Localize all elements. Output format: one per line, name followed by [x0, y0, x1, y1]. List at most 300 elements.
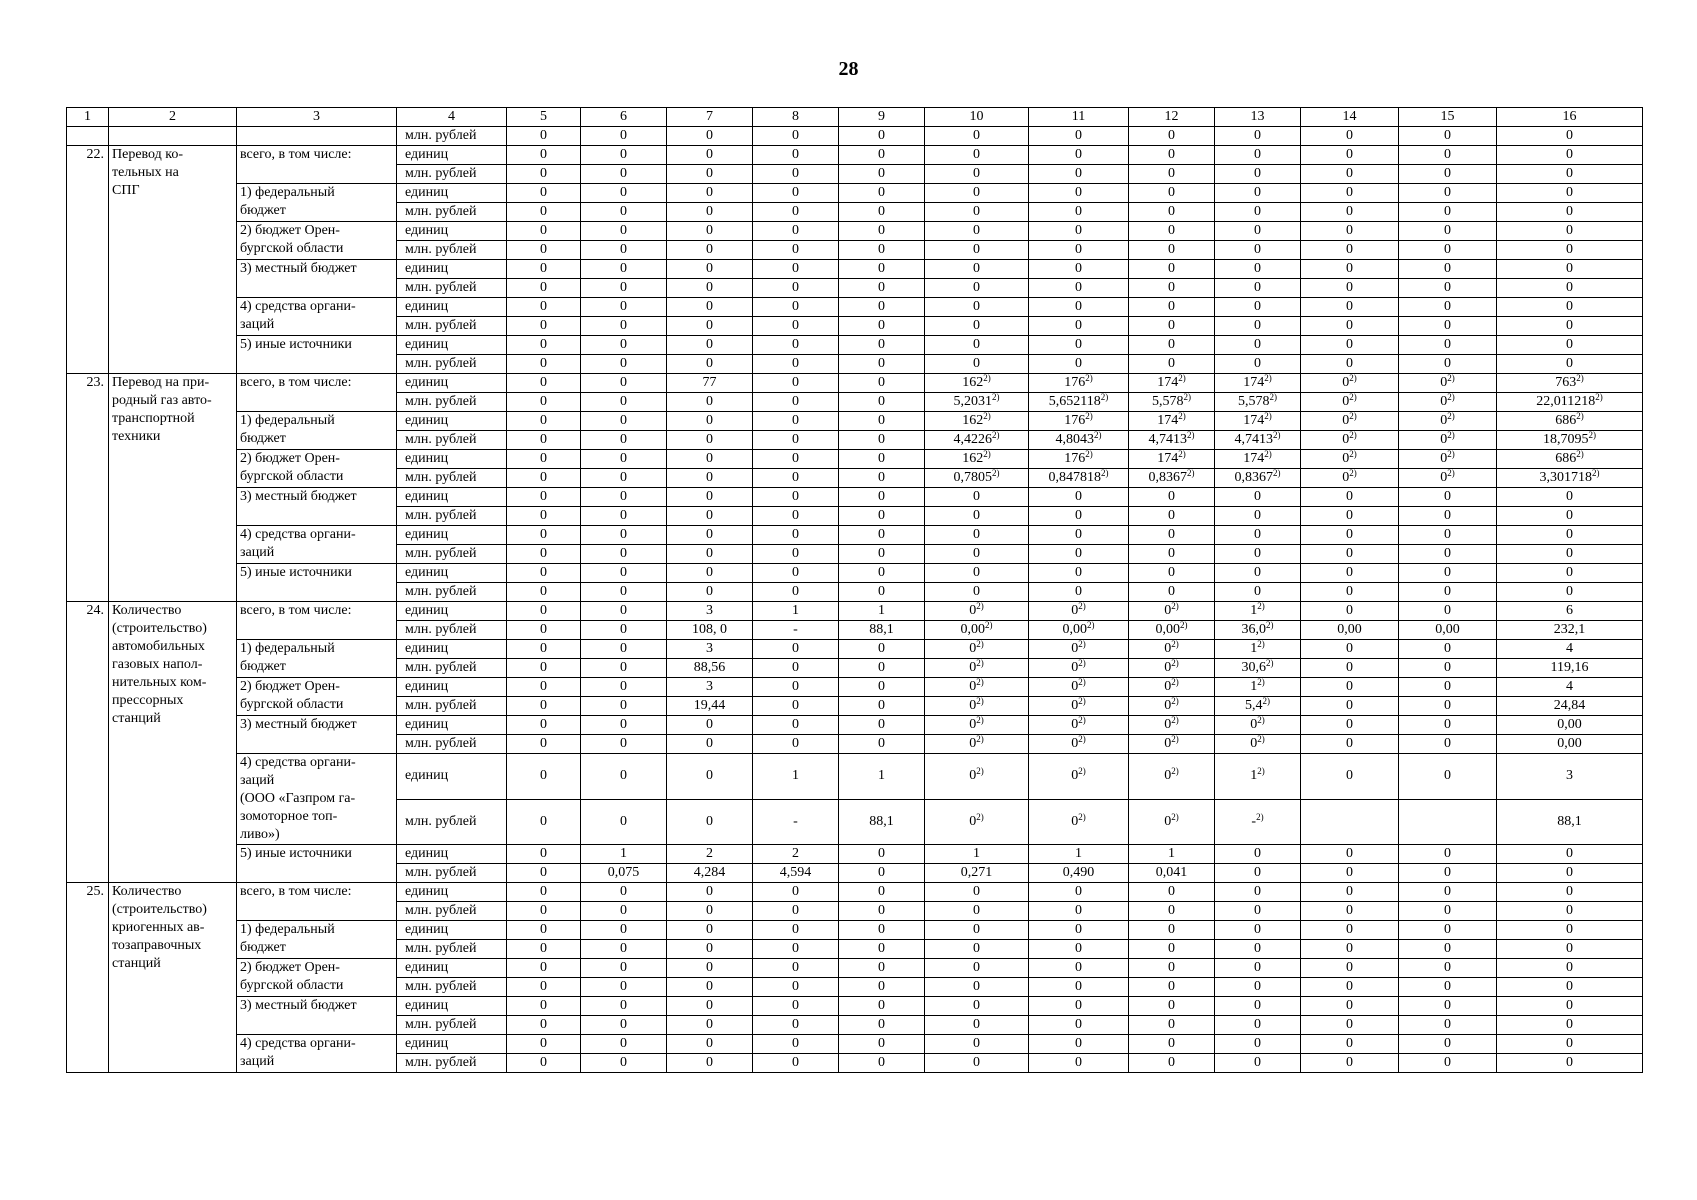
value-cell: 0	[1215, 997, 1301, 1016]
value-cell: 2	[753, 845, 839, 864]
value-cell: 0	[1399, 1054, 1497, 1073]
value-cell: 0	[581, 902, 667, 921]
value-cell: 0	[667, 279, 753, 298]
value-cell: 0	[1215, 526, 1301, 545]
value-cell: 4,7413$^{2)}$	[1215, 431, 1301, 450]
value-cell: 0	[507, 374, 581, 393]
table-row	[67, 336, 1643, 355]
value-cell: 0$^{2)}$	[1301, 469, 1399, 488]
value-cell: 0	[667, 1016, 753, 1035]
value-cell: 0	[667, 545, 753, 564]
value-cell: 0	[507, 697, 581, 716]
value-cell: 0	[507, 659, 581, 678]
value-cell: 0	[667, 902, 753, 921]
value-cell: 0,00$^{2)}$	[925, 621, 1029, 640]
value-cell: 0	[1399, 165, 1497, 184]
value-cell: 0	[507, 583, 581, 602]
value-cell: 0	[1497, 507, 1643, 526]
value-cell: 2	[667, 845, 753, 864]
value-cell: 0	[1129, 1054, 1215, 1073]
value-cell: 0	[753, 735, 839, 754]
table-row	[67, 526, 1643, 545]
value-cell: 0	[1215, 146, 1301, 165]
funding-source-label: 3) местный бюджет	[237, 716, 397, 754]
value-cell: 0	[1029, 507, 1129, 526]
value-cell: 0	[1301, 583, 1399, 602]
value-cell: 0	[1129, 146, 1215, 165]
value-cell: 0	[1215, 564, 1301, 583]
value-cell: 0	[667, 241, 753, 260]
value-cell: 0	[1301, 488, 1399, 507]
value-cell: 0	[581, 940, 667, 959]
unit-cell: единиц	[397, 959, 507, 978]
value-cell: 0	[667, 355, 753, 374]
value-cell: 0	[667, 583, 753, 602]
value-cell: 0	[839, 241, 925, 260]
value-cell: 0	[1301, 1035, 1399, 1054]
value-cell: 0	[1497, 583, 1643, 602]
value-cell: 0	[581, 317, 667, 336]
value-cell: 0	[839, 260, 925, 279]
value-cell: 0	[581, 260, 667, 279]
value-cell: 0	[1399, 241, 1497, 260]
value-cell: 0	[753, 940, 839, 959]
value-cell: 0	[667, 488, 753, 507]
value-cell: 0	[1497, 260, 1643, 279]
value-cell: 0	[839, 735, 925, 754]
value-cell: 0	[581, 374, 667, 393]
value-cell: 0	[925, 165, 1029, 184]
value-cell: 0	[839, 431, 925, 450]
value-cell: 0	[753, 545, 839, 564]
header-row	[67, 108, 1643, 127]
value-cell: 0	[581, 697, 667, 716]
value-cell: 0$^{2)}$	[1029, 799, 1129, 845]
value-cell: 0	[667, 431, 753, 450]
header-cell: 2	[109, 108, 237, 127]
value-cell: 0	[1497, 127, 1643, 146]
value-cell: 4,8043$^{2)}$	[1029, 431, 1129, 450]
empty-cell	[109, 127, 237, 146]
value-cell: 0	[1399, 184, 1497, 203]
value-cell: 0	[1215, 355, 1301, 374]
value-cell: 19,44	[667, 697, 753, 716]
value-cell: 1$^{2)}$	[1215, 754, 1301, 800]
value-cell: 0	[1029, 564, 1129, 583]
value-cell: 0$^{2)}$	[1129, 716, 1215, 735]
value-cell: 3	[667, 602, 753, 621]
value-cell: 0	[839, 336, 925, 355]
value-cell: 0	[667, 940, 753, 959]
value-cell: 0	[581, 640, 667, 659]
value-cell: 0	[839, 127, 925, 146]
value-cell: 88,1	[839, 799, 925, 845]
value-cell: 0$^{2)}$	[1129, 602, 1215, 621]
value-cell: 0$^{2)}$	[1129, 678, 1215, 697]
value-cell: 0	[1129, 564, 1215, 583]
unit-cell: млн. рублей	[397, 165, 507, 184]
value-cell: 0	[925, 583, 1029, 602]
value-cell: 0	[1497, 203, 1643, 222]
table-row	[67, 845, 1643, 864]
unit-cell: единиц	[397, 716, 507, 735]
value-cell: 0$^{2)}$	[925, 678, 1029, 697]
empty-cell	[67, 127, 109, 146]
value-cell: 0	[1215, 184, 1301, 203]
value-cell: 0	[1497, 279, 1643, 298]
funding-source-label: всего, в том числе:	[237, 883, 397, 921]
value-cell: 0	[507, 621, 581, 640]
value-cell: 18,7095$^{2)}$	[1497, 431, 1643, 450]
value-cell: 0	[1129, 165, 1215, 184]
value-cell: 0	[1301, 336, 1399, 355]
unit-cell: единиц	[397, 564, 507, 583]
funding-source-label: 2) бюджет Орен- бургской области	[237, 678, 397, 716]
unit-cell: млн. рублей	[397, 1054, 507, 1073]
value-cell: 0	[1129, 902, 1215, 921]
value-cell: 0	[753, 127, 839, 146]
value-cell: 0	[925, 526, 1029, 545]
value-cell: 6	[1497, 602, 1643, 621]
value-cell: 0$^{2)}$	[1129, 735, 1215, 754]
value-cell: 0	[753, 203, 839, 222]
unit-cell: млн. рублей	[397, 203, 507, 222]
value-cell: 0	[507, 940, 581, 959]
value-cell: 0	[1399, 127, 1497, 146]
value-cell: 0	[753, 507, 839, 526]
value-cell: 0	[1301, 260, 1399, 279]
value-cell: 0	[1301, 640, 1399, 659]
value-cell: 0	[1029, 241, 1129, 260]
value-cell: 0	[839, 678, 925, 697]
value-cell: 0	[1129, 222, 1215, 241]
value-cell: 0	[667, 146, 753, 165]
value-cell: 0	[1301, 526, 1399, 545]
value-cell: 0	[925, 241, 1029, 260]
value-cell: 0	[667, 883, 753, 902]
section-number: 22.	[67, 146, 109, 374]
value-cell: 0	[839, 1016, 925, 1035]
value-cell: 0	[1215, 260, 1301, 279]
value-cell: 0$^{2)}$	[1029, 754, 1129, 800]
value-cell: 0	[839, 716, 925, 735]
value-cell: 0	[1301, 754, 1399, 800]
value-cell: 0	[507, 902, 581, 921]
value-cell: 174$^{2)}$	[1129, 450, 1215, 469]
value-cell: 0	[1497, 921, 1643, 940]
value-cell: 0	[581, 735, 667, 754]
value-cell: 686$^{2)}$	[1497, 412, 1643, 431]
value-cell: 0	[839, 640, 925, 659]
value-cell: 0	[753, 260, 839, 279]
value-cell: 0$^{2)}$	[1301, 412, 1399, 431]
value-cell: 0	[667, 921, 753, 940]
value-cell: 0	[667, 203, 753, 222]
unit-cell: единиц	[397, 526, 507, 545]
value-cell: 0,00$^{2)}$	[1029, 621, 1129, 640]
value-cell: 1	[581, 845, 667, 864]
value-cell: 0$^{2)}$	[1399, 450, 1497, 469]
value-cell: 0	[1129, 997, 1215, 1016]
value-cell: 0	[1129, 336, 1215, 355]
value-cell: 1	[753, 754, 839, 800]
value-cell: 0	[753, 317, 839, 336]
value-cell: 0	[1029, 883, 1129, 902]
value-cell: 0	[1129, 127, 1215, 146]
value-cell: 0	[1301, 222, 1399, 241]
value-cell: 0	[753, 883, 839, 902]
value-cell: 88,56	[667, 659, 753, 678]
value-cell: 0	[1399, 754, 1497, 800]
value-cell: 0	[507, 298, 581, 317]
value-cell: 0	[581, 959, 667, 978]
value-cell: 0	[839, 355, 925, 374]
table-row	[67, 959, 1643, 978]
value-cell: 0	[581, 127, 667, 146]
value-cell: 0$^{2)}$	[925, 735, 1029, 754]
value-cell: 0$^{2)}$	[925, 754, 1029, 800]
value-cell: 0	[1129, 507, 1215, 526]
value-cell: 0	[839, 997, 925, 1016]
value-cell: 0	[1301, 921, 1399, 940]
value-cell: 0	[839, 184, 925, 203]
value-cell: 0	[1129, 298, 1215, 317]
funding-source-label: 1) федеральный бюджет	[237, 921, 397, 959]
value-cell: 0	[507, 997, 581, 1016]
funding-source-label: 5) иные источники	[237, 564, 397, 602]
value-cell: 0	[1029, 184, 1129, 203]
value-cell: 0	[581, 1035, 667, 1054]
value-cell: 0	[507, 146, 581, 165]
value-cell: 0	[1215, 336, 1301, 355]
value-cell: 176$^{2)}$	[1029, 374, 1129, 393]
value-cell: 0	[1497, 564, 1643, 583]
table-row	[67, 997, 1643, 1016]
value-cell: 0	[581, 799, 667, 845]
value-cell: 0	[1497, 222, 1643, 241]
value-cell: 0	[1129, 940, 1215, 959]
value-cell: 0	[1029, 355, 1129, 374]
unit-cell: млн. рублей	[397, 127, 507, 146]
value-cell: 0	[581, 883, 667, 902]
value-cell: 0	[839, 978, 925, 997]
value-cell: 0	[1029, 127, 1129, 146]
value-cell: 0	[507, 1035, 581, 1054]
value-cell: 0	[1129, 921, 1215, 940]
header-cell: 1	[67, 108, 109, 127]
value-cell: 0	[1301, 902, 1399, 921]
section-name: Перевод на при- родный газ авто- транспортной техники	[109, 374, 237, 602]
unit-cell: млн. рублей	[397, 940, 507, 959]
value-cell: 0$^{2)}$	[925, 602, 1029, 621]
value-cell: 0	[667, 298, 753, 317]
value-cell: 0	[581, 184, 667, 203]
value-cell: 0	[1029, 488, 1129, 507]
value-cell: 0,041	[1129, 864, 1215, 883]
value-cell: 3	[667, 640, 753, 659]
value-cell: 0	[1497, 1016, 1643, 1035]
value-cell: 0	[581, 165, 667, 184]
value-cell: 0	[581, 526, 667, 545]
value-cell: 0	[507, 165, 581, 184]
value-cell: 0	[1399, 526, 1497, 545]
value-cell: 0	[1215, 545, 1301, 564]
value-cell: 0	[839, 697, 925, 716]
value-cell: 0	[1399, 735, 1497, 754]
value-cell: 0	[839, 959, 925, 978]
value-cell: 0	[1399, 845, 1497, 864]
value-cell: 0	[1399, 940, 1497, 959]
value-cell: 0	[667, 450, 753, 469]
value-cell: 0	[1399, 336, 1497, 355]
value-cell: 0	[581, 997, 667, 1016]
funding-source-label: 5) иные источники	[237, 845, 397, 883]
value-cell: 162$^{2)}$	[925, 450, 1029, 469]
value-cell: 0	[1029, 997, 1129, 1016]
header-cell: 5	[507, 108, 581, 127]
value-cell: -	[753, 621, 839, 640]
header-cell: 15	[1399, 108, 1497, 127]
value-cell: 0	[1399, 317, 1497, 336]
value-cell: 0	[1301, 317, 1399, 336]
value-cell: 0	[667, 978, 753, 997]
value-cell: 0	[507, 317, 581, 336]
table-row	[67, 260, 1643, 279]
value-cell: 0	[1215, 940, 1301, 959]
value-cell: 0	[581, 602, 667, 621]
value-cell: 0	[507, 412, 581, 431]
unit-cell: единиц	[397, 1035, 507, 1054]
value-cell: 0	[1029, 279, 1129, 298]
value-cell: 0	[1215, 1054, 1301, 1073]
value-cell: 0	[753, 431, 839, 450]
value-cell: 0	[1497, 959, 1643, 978]
value-cell: 0	[507, 488, 581, 507]
value-cell: 0$^{2)}$	[1029, 678, 1129, 697]
value-cell: 0$^{2)}$	[925, 799, 1029, 845]
value-cell: 0	[667, 997, 753, 1016]
value-cell: 0	[507, 469, 581, 488]
unit-cell: единиц	[397, 450, 507, 469]
value-cell: 0	[1301, 184, 1399, 203]
value-cell: 0	[581, 678, 667, 697]
value-cell: 0	[667, 222, 753, 241]
value-cell: 0	[1029, 526, 1129, 545]
value-cell: 0	[839, 1035, 925, 1054]
value-cell: 0	[581, 203, 667, 222]
value-cell: 0	[1029, 1016, 1129, 1035]
value-cell: 0	[1029, 959, 1129, 978]
value-cell: 0	[581, 298, 667, 317]
value-cell: 0	[839, 317, 925, 336]
value-cell: 0	[839, 921, 925, 940]
value-cell: 0	[1399, 602, 1497, 621]
value-cell: 0	[839, 659, 925, 678]
value-cell: 0	[581, 222, 667, 241]
value-cell: 0	[925, 978, 1029, 997]
value-cell: 0	[753, 526, 839, 545]
value-cell: 0	[581, 412, 667, 431]
value-cell: 0	[753, 355, 839, 374]
value-cell: 0	[1129, 583, 1215, 602]
value-cell: 174$^{2)}$	[1215, 412, 1301, 431]
value-cell: 174$^{2)}$	[1129, 412, 1215, 431]
value-cell: 0	[1497, 526, 1643, 545]
unit-cell: млн. рублей	[397, 864, 507, 883]
value-cell: 0	[839, 507, 925, 526]
value-cell: 0	[1215, 298, 1301, 317]
unit-cell: млн. рублей	[397, 241, 507, 260]
unit-cell: единиц	[397, 921, 507, 940]
value-cell: 0	[1301, 864, 1399, 883]
value-cell: 0	[839, 469, 925, 488]
unit-cell: млн. рублей	[397, 469, 507, 488]
value-cell: 0	[581, 1016, 667, 1035]
value-cell: 0	[507, 393, 581, 412]
value-cell: 0	[753, 902, 839, 921]
value-cell: 0	[507, 564, 581, 583]
value-cell: 0	[1301, 697, 1399, 716]
value-cell: 0	[839, 488, 925, 507]
table-row	[67, 564, 1643, 583]
value-cell: 0	[753, 279, 839, 298]
value-cell: 0	[1129, 260, 1215, 279]
unit-cell: единиц	[397, 336, 507, 355]
value-cell: 0	[1215, 959, 1301, 978]
value-cell: 0	[1301, 1054, 1399, 1073]
value-cell: 0	[925, 1016, 1029, 1035]
value-cell: 0$^{2)}$	[1301, 374, 1399, 393]
funding-source-label: 4) средства органи- заций	[237, 526, 397, 564]
value-cell: 0	[1301, 545, 1399, 564]
value-cell: 0	[667, 735, 753, 754]
value-cell: 4,4226$^{2)}$	[925, 431, 1029, 450]
header-cell: 13	[1215, 108, 1301, 127]
value-cell: 88,1	[1497, 799, 1643, 845]
header-cell: 16	[1497, 108, 1643, 127]
value-cell: 0	[1497, 298, 1643, 317]
value-cell: 0	[1301, 279, 1399, 298]
unit-cell: единиц	[397, 602, 507, 621]
value-cell: 0	[1399, 659, 1497, 678]
value-cell: 0	[507, 184, 581, 203]
section-name: Количество (строительство) криогенных ав- тозаправочных станций	[109, 883, 237, 1073]
value-cell: 0	[925, 336, 1029, 355]
value-cell: 0	[839, 845, 925, 864]
header-cell: 7	[667, 108, 753, 127]
funding-source-label: всего, в том числе:	[237, 374, 397, 412]
value-cell: 0	[753, 222, 839, 241]
value-cell: 162$^{2)}$	[925, 374, 1029, 393]
value-cell: 174$^{2)}$	[1129, 374, 1215, 393]
unit-cell: единиц	[397, 754, 507, 800]
value-cell: 3,301718$^{2)}$	[1497, 469, 1643, 488]
value-cell: 0	[1215, 883, 1301, 902]
value-cell: 0	[507, 883, 581, 902]
unit-cell: млн. рублей	[397, 355, 507, 374]
value-cell: 0$^{2)}$	[1399, 412, 1497, 431]
table-body	[67, 127, 1643, 1073]
value-cell: 0	[1497, 317, 1643, 336]
value-cell: 0	[1301, 564, 1399, 583]
value-cell: 0	[1497, 1054, 1643, 1073]
value-cell: 0$^{2)}$	[1399, 393, 1497, 412]
unit-cell: млн. рублей	[397, 697, 507, 716]
value-cell: 0	[507, 921, 581, 940]
value-cell: 0	[1399, 1035, 1497, 1054]
value-cell: 0	[667, 716, 753, 735]
value-cell: 0	[1029, 222, 1129, 241]
